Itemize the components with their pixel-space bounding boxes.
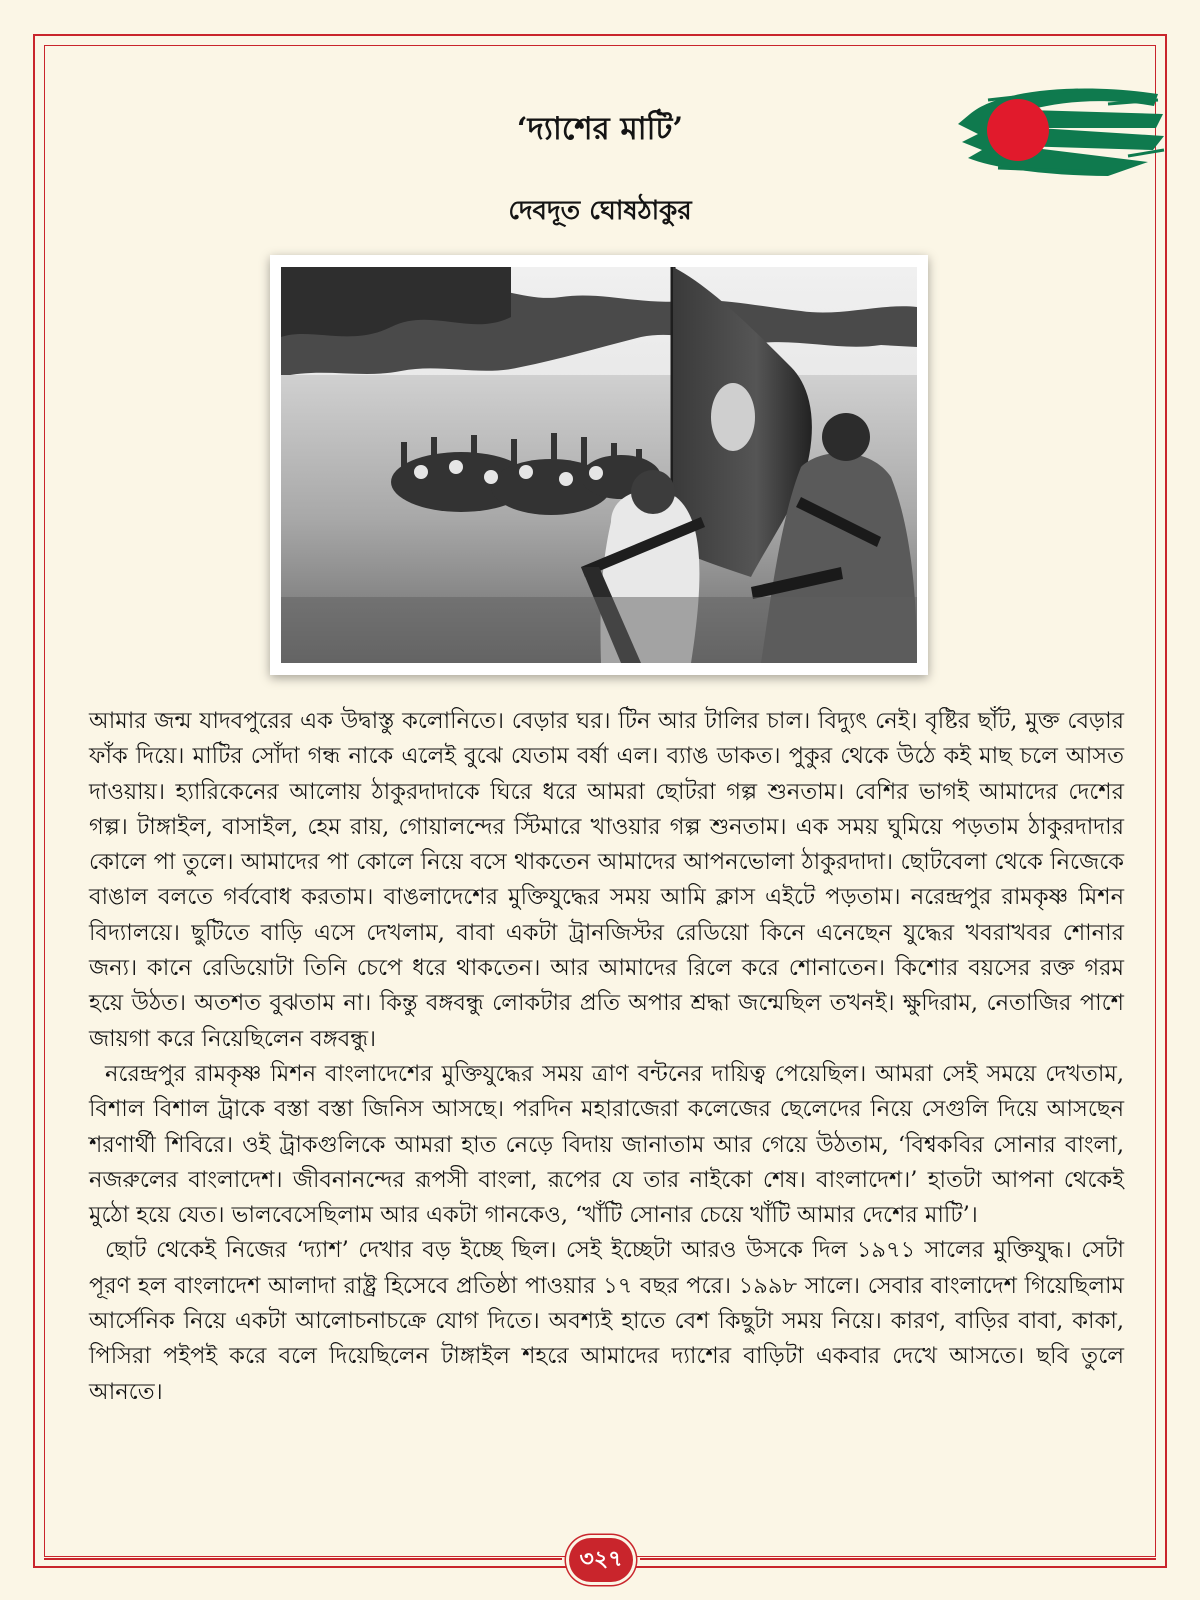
paragraph-2: নরেন্দ্রপুর রামকৃষ্ণ মিশন বাংলাদেশের মুক্তিযুদ্ধের সময় ত্রাণ বন্টনের দায়িত্ব পেয়েছিল। আমরা সেই সময়ে দেখতাম, বিশাল বিশাল ট্রাকে বস্তা বস্তা জিনিস আসছে। পরদিন মহারাজেরা কলেজের ছেলেদের নিয়ে সেগুলি দিয়ে আসছেন শরণার্থী শিবিরে। ওই ট্রাকগুলিকে আমরা হাত নেড়ে বিদায় জানাতাম আর গেয়ে উঠতাম, ‘বিশ্বকবির সোনার বাংলা, নজরুলের বাংলাদেশ। জীবনানন্দের রূপসী বাংলা, রূপের যে তার নাইকো শেষ। বাংলাদেশ।’ হাতটা আপনা থেকেই মুঠো হয়ে যেত। ভালবেসেছিলাম আর একটা গানকেও, ‘খাঁটি সোনার চেয়ে খাঁটি আমার দেশের মাটি’। xyxy=(89,1060,1124,1229)
liberation-war-flag-photo xyxy=(281,267,917,663)
photo-frame xyxy=(270,255,928,675)
page-number: ৩২৭ xyxy=(569,1538,633,1582)
article-title: ‘দ্যাশের মাটি’ xyxy=(516,111,684,147)
article-author: দেবদূত ঘোষঠাকুর xyxy=(508,196,692,226)
footer-rule-left xyxy=(44,1558,562,1560)
footer-rule-right xyxy=(640,1558,1156,1560)
paragraph-3: ছোট থেকেই নিজের ‘দ্যাশ’ দেখার বড় ইচ্ছে ছিল। সেই ইচ্ছেটা আরও উসকে দিল ১৯৭১ সালের মুক্তিযুদ্ধ। সেটা পূরণ হল বাংলাদেশ আলাদা রাষ্ট্র হিসেবে প্রতিষ্ঠা পাওয়ার ১৭ বছর পরে। ১৯৯৮ সালে। সেবার বাংলাদেশ গিয়েছিলাম আর্সেনিক নিয়ে একটা আলোচনাচক্রে যোগ দিতে। অবশ্যই হাতে বেশ কিছুটা সময় নিয়ে। কারণ, বাড়ির বাবা, কাকা, পিসিরা পইপই করে বলে দিয়েছিলেন টাঙ্গাইল শহরে আমাদের দ্যাশের বাড়িটা একবার দেখে আসতে। ছবি তুলে আনতে। xyxy=(89,1237,1124,1405)
paragraph-1: আমার জন্ম যাদবপুরের এক উদ্বাস্তু কলোনিতে। বেড়ার ঘর। টিন আর টালির চাল। বিদ্যুৎ নেই। বৃষ্টির ছাঁট, মুক্ত বেড়ার ফাঁক দিয়ে। মাটির সোঁদা গন্ধ নাকে এলেই বুঝে যেতাম বর্ষা এল। ব্যাঙ ডাকত। পুকুর থেকে উঠে কই মাছ চলে আসত দাওয়ায়। হ্যারিকেনের আলোয় ঠাকুরদাদাকে ঘিরে ধরে আমরা ছোটরা গল্প শুনতাম। বেশির ভাগই আমাদের দেশের গল্প। টাঙ্গাইল, বাসাইল, হেম রায়, গোয়ালন্দের স্টিমারে খাওয়ার গল্প শুনতাম। এক সময় ঘুমিয়ে পড়তাম ঠাকুরদাদার কোলে পা তুলে। আমাদের পা কোলে নিয়ে বসে থাকতেন আমাদের আপনভোলা ঠাকুরদাদা। ছোটবেলা থেকে নিজেকে বাঙাল বলতে গর্ববোধ করতাম। বাঙলাদেশের মুক্তিযুদ্ধের সময় আমি ক্লাস এইটে পড়তাম। নরেন্দ্রপুর রামকৃষ্ণ মিশন বিদ্যালয়ে। ছুটিতে বাড়ি এসে দেখলাম, বাবা একটা ট্রানজিস্টর রেডিয়ো কিনে এনেছেন যুদ্ধের খবরাখবর শোনার জন্য। কানে রেডিয়োটা তিনি চেপে ধরে থাকতেন। আর আমাদের রিলে করে শোনাতেন। কিশোর বয়সের রক্ত গরম হয়ে উঠত। অতশত বুঝতাম না। কিন্তু বঙ্গবন্ধু লোকটার প্রতি অপার শ্রদ্ধা জন্মেছিল তখনই। ক্ষুদিরাম, নেতাজির পাশে জায়গা করে নিয়েছিলেন বঙ্গবন্ধু। xyxy=(89,708,1124,1052)
article-body xyxy=(89,704,1124,1410)
